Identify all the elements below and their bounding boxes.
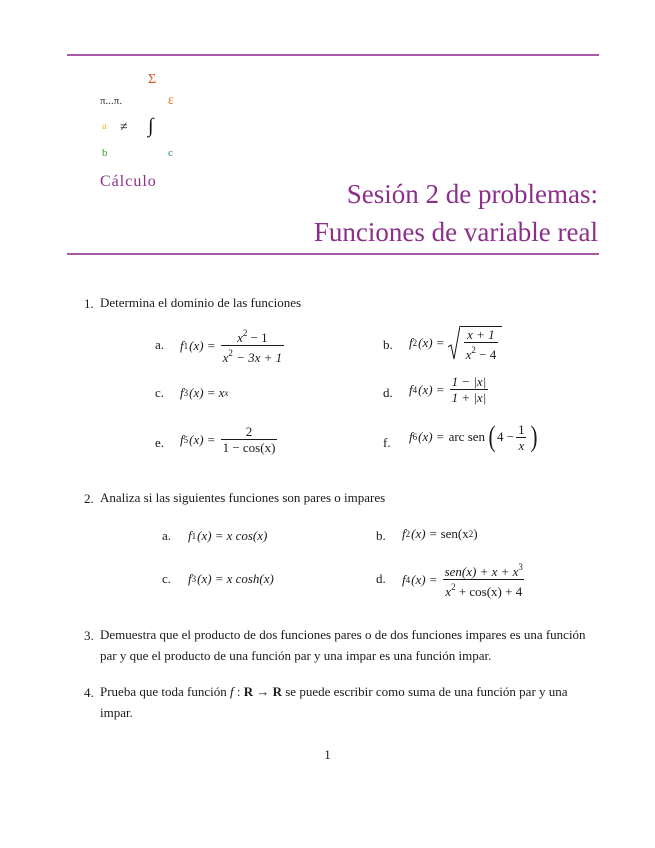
func-arg: (x) = <box>197 571 224 586</box>
den-var: x <box>465 346 472 362</box>
func-sub: 5 <box>183 434 189 445</box>
den-sup: 2 <box>451 582 456 592</box>
func-sub: 3 <box>183 388 189 398</box>
problem-4-number: 4. <box>84 685 94 700</box>
func-name: f <box>180 385 184 400</box>
right-paren: ) <box>530 420 538 453</box>
num-text: sen(x) + x + x <box>444 564 519 579</box>
problem-4-text <box>100 681 602 723</box>
problem-1d-label: d. <box>383 385 393 400</box>
problem-2c-label: c. <box>162 571 172 586</box>
numerator: x + 1 <box>467 326 495 342</box>
func-name: f <box>180 337 184 353</box>
problem-2a-label: a. <box>162 528 172 543</box>
exponent: x <box>224 388 229 398</box>
problem-2a-expression <box>188 528 267 544</box>
problem-1d-expression <box>409 375 490 404</box>
numerator: 2 <box>245 424 253 439</box>
numerator: 1 <box>518 421 525 437</box>
logo-a-symbol: a <box>102 120 107 132</box>
denominator: x <box>518 437 525 453</box>
logo-c-symbol: c <box>168 147 173 159</box>
math-reals-1: R <box>243 684 254 699</box>
func-name: f <box>188 571 192 586</box>
problem-2b-expression <box>402 526 478 542</box>
den-var: x <box>445 584 452 599</box>
math-arrow: → <box>253 684 273 699</box>
logo-sigma-symbol: Σ <box>148 72 157 87</box>
problem-2b-label: b. <box>376 528 386 543</box>
problem-1c-expression <box>180 385 228 401</box>
text-before: Prueba que toda función <box>100 684 230 699</box>
calculo-logo <box>96 70 186 195</box>
logo-pi-symbols: π...π. <box>100 95 123 107</box>
logo-b-symbol: b <box>102 147 108 159</box>
problem-1-text: Determina el dominio de las funciones <box>100 295 302 310</box>
fraction <box>464 328 499 361</box>
rhs: x cosh(x) <box>226 571 274 586</box>
fraction <box>516 423 527 452</box>
numerator: 1 − |x| <box>451 374 487 389</box>
problem-1-number: 1. <box>84 296 94 311</box>
func-arg: (x) = <box>189 431 216 447</box>
denominator: 1 + |x| <box>451 390 487 405</box>
func-sub: 2 <box>405 529 411 539</box>
close-paren: ) <box>473 526 478 541</box>
func-sub: 6 <box>412 432 418 442</box>
func-name: f <box>409 381 413 397</box>
func-arg: (x) = <box>411 571 438 587</box>
logo-wordmark: Cálculo <box>100 173 157 190</box>
func-arg: (x) = <box>189 337 216 353</box>
base-var: x <box>218 385 225 400</box>
func-arg: (x) = <box>418 381 445 397</box>
math-colon: : <box>233 684 244 699</box>
func-arg: (x) = <box>418 335 445 350</box>
func-sub: 4 <box>412 384 418 395</box>
problem-1e-label: e. <box>155 435 165 450</box>
func-sub: 3 <box>191 574 197 584</box>
left-paren: ( <box>488 420 496 453</box>
problem-3-number: 3. <box>84 628 94 643</box>
num-var: x <box>237 330 243 345</box>
problem-1a-label: a. <box>155 337 165 352</box>
func-arg: (x) = <box>418 429 445 444</box>
func-sub: 1 <box>183 340 189 351</box>
logo-epsilon-symbol: ε <box>168 93 174 108</box>
problem-1b-expression <box>409 325 502 361</box>
page-title-line-2: Funciones de variable real <box>313 217 598 247</box>
func-arg: (x) = <box>197 528 224 543</box>
problem-2-text: Analiza si las siguientes funciones son pares o impares <box>100 490 386 505</box>
problem-2c-expression <box>188 571 274 587</box>
square-root <box>448 325 503 361</box>
den-sup: 2 <box>228 348 233 358</box>
func-name: f <box>188 528 192 543</box>
problem-2d-expression <box>402 561 527 598</box>
page-title-line-1: Sesión 2 de problemas: <box>346 179 598 209</box>
func-name: f <box>409 335 413 350</box>
denominator: 1 − cos(x) <box>222 440 276 455</box>
problem-1c-label: c. <box>155 385 165 400</box>
rhs: sen(x <box>440 526 469 541</box>
fraction <box>221 425 278 454</box>
fraction <box>450 375 489 404</box>
problem-3-text: Demuestra que el producto de dos funciones pares o de dos funciones impares es una función par y que el producto de una función par y una impar es una función impar. <box>100 627 586 663</box>
func-arg: (x) = <box>189 385 216 400</box>
page-number: 1 <box>324 747 331 762</box>
func-arg: (x) = <box>411 526 438 541</box>
num-sup: 3 <box>518 562 523 572</box>
problem-1f-label: f. <box>383 435 391 450</box>
problem-1a-expression <box>180 327 286 364</box>
fraction <box>443 561 525 598</box>
func-sub: 4 <box>405 574 411 585</box>
page-title <box>314 175 598 251</box>
num-rest: − 1 <box>247 330 268 345</box>
func-name: f <box>402 571 406 587</box>
logo-integral-symbol: ∫ <box>148 115 154 137</box>
header-rule-top <box>67 54 599 56</box>
den-rest: + cos(x) + 4 <box>455 584 523 599</box>
problem-2d-label: d. <box>376 571 386 586</box>
num-sup: 2 <box>242 328 248 338</box>
problem-1f-expression <box>409 422 539 452</box>
arcsen-function: arc sen <box>448 429 486 444</box>
math-reals-2: R <box>272 684 282 699</box>
den-sup: 2 <box>471 344 476 355</box>
rhs: x cos(x) <box>226 528 268 543</box>
exponent: 2 <box>468 529 474 539</box>
fraction <box>221 327 285 364</box>
den-rest: − 3x + 1 <box>232 350 283 365</box>
problem-2-number: 2. <box>84 491 94 506</box>
den-rest: − 4 <box>475 346 497 362</box>
math-f: f <box>229 684 234 699</box>
func-sub: 1 <box>191 531 197 541</box>
den-var: x <box>222 350 229 365</box>
problem-1e-expression <box>180 425 279 454</box>
func-name: f <box>409 429 413 444</box>
four-minus: 4 − <box>497 429 515 444</box>
logo-neq-symbol: ≠ <box>120 120 128 135</box>
header-rule-bottom <box>67 253 599 255</box>
text-after: se puede escribir como suma de una función par y una impar. <box>100 684 568 720</box>
func-name: f <box>402 526 406 541</box>
func-name: f <box>180 431 184 447</box>
func-sub: 2 <box>412 338 418 348</box>
problem-1b-label: b. <box>383 337 393 352</box>
